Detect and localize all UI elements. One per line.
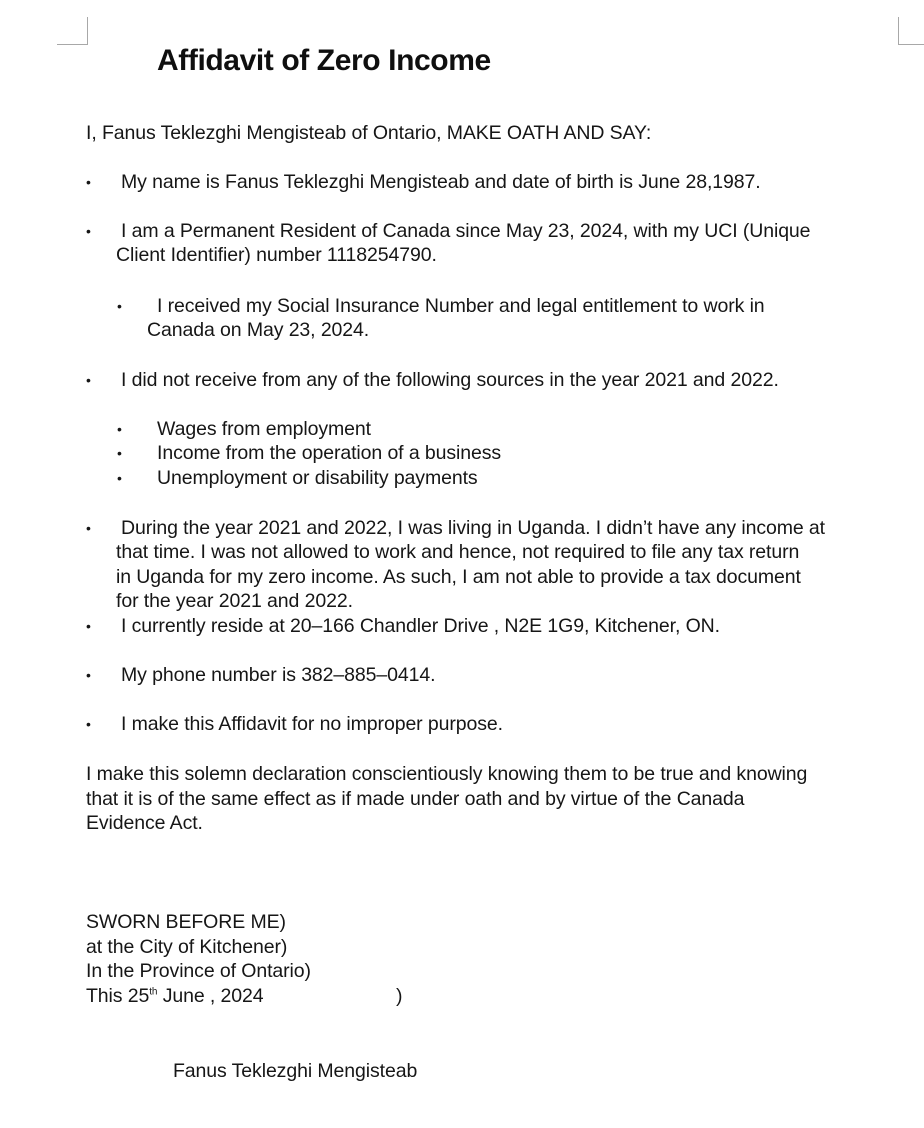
bullet-marker: • xyxy=(86,667,91,683)
bullet-sin-line-1: I received my Social Insurance Number and legal entitlement to work in xyxy=(157,295,765,317)
source-item: Unemployment or disability payments xyxy=(157,467,478,489)
declaration-line-2: that it is of the same effect as if made under oath and by virtue of the Canada xyxy=(86,788,745,810)
bullet-marker: • xyxy=(117,421,122,437)
bullet-marker: • xyxy=(86,372,91,388)
bullet-address: I currently reside at 20–166 Chandler Drive , N2E 1G9, Kitchener, ON. xyxy=(121,615,720,637)
declaration-line-1: I make this solemn declaration conscientiously knowing them to be true and knowing xyxy=(86,763,808,785)
source-item: Wages from employment xyxy=(157,418,371,440)
sworn-date-suffix: June , 2024 xyxy=(157,985,264,1007)
bullet-pr-line-1: I am a Permanent Resident of Canada since May 23, 2024, with my UCI (Unique xyxy=(121,220,811,242)
crop-mark-top-right xyxy=(898,17,924,45)
bullet-marker: • xyxy=(86,174,91,190)
bullet-marker: • xyxy=(117,470,122,486)
document-title: Affidavit of Zero Income xyxy=(157,44,491,77)
intro-paragraph: I, Fanus Teklezghi Mengisteab of Ontario, MAKE OATH AND SAY: xyxy=(86,122,652,144)
source-item: Income from the operation of a business xyxy=(157,442,502,464)
bullet-uganda-line-4: for the year 2021 and 2022. xyxy=(116,590,353,612)
sworn-line-1: SWORN BEFORE ME) xyxy=(86,911,286,933)
bullet-marker: • xyxy=(86,618,91,634)
sworn-date-prefix: This 25 xyxy=(86,985,150,1007)
bullet-pr-line-2: Client Identifier) number 1118254790. xyxy=(116,244,437,266)
sworn-line-2: at the City of Kitchener) xyxy=(86,936,288,958)
bullet-phone: My phone number is 382–885–0414. xyxy=(121,664,436,686)
crop-mark-top-left xyxy=(57,17,88,45)
sworn-line-3: In the Province of Ontario) xyxy=(86,960,311,982)
bullet-name-dob: My name is Fanus Teklezghi Mengisteab and date of birth is June 28,1987. xyxy=(121,171,761,193)
sworn-closing-paren: ) xyxy=(396,985,403,1007)
bullet-uganda-line-1: During the year 2021 and 2022, I was living in Uganda. I didn’t have any income at xyxy=(121,517,825,539)
bullet-sin-line-2: Canada on May 23, 2024. xyxy=(147,319,370,341)
signature-name: Fanus Teklezghi Mengisteab xyxy=(173,1060,418,1082)
bullet-uganda-line-2: that time. I was not allowed to work and hence, not required to file any tax return xyxy=(116,541,800,563)
bullet-marker: • xyxy=(117,445,122,461)
declaration-line-3: Evidence Act. xyxy=(86,812,203,834)
bullet-uganda-line-3: in Uganda for my zero income. As such, I am not able to provide a tax document xyxy=(116,566,801,588)
sworn-date-ordinal: th xyxy=(149,986,158,998)
bullet-marker: • xyxy=(117,298,122,314)
sworn-date xyxy=(86,984,264,1009)
bullet-marker: • xyxy=(86,223,91,239)
bullet-purpose: I make this Affidavit for no improper purpose. xyxy=(121,713,503,735)
bullet-marker: • xyxy=(86,520,91,536)
bullet-marker: • xyxy=(86,716,91,732)
bullet-no-income: I did not receive from any of the following sources in the year 2021 and 2022. xyxy=(121,369,779,391)
